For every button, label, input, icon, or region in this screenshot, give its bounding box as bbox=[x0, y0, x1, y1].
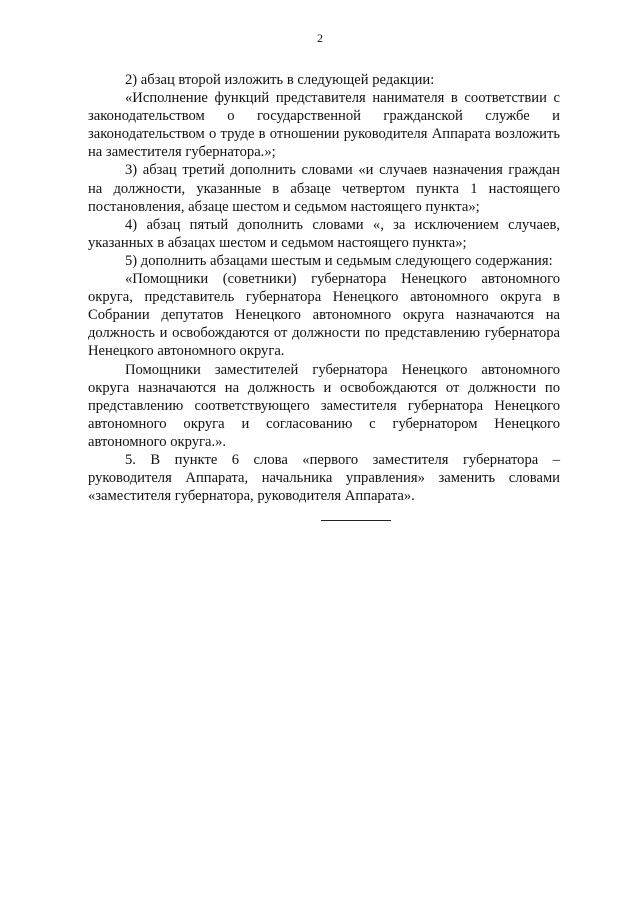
paragraph-ispolnenie-funkciy: «Исполнение функций представителя нанимателя в соответствии с законодательством о государственной гражданской службе и законодательством о труде в отношении руководителя Аппарата возложить на заместителя губернатора.»; bbox=[88, 90, 560, 161]
paragraph-dopolnit-abzacami: 5) дополнить абзацами шестым и седьмым следующего содержания: bbox=[125, 252, 553, 269]
paragraph-abzac-tretiy: 3) абзац третий дополнить словами «и случаев назначения граждан на должности, указанные в абзаце четвертом пункта 1 настоящего постановления, абзаце шестом и седьмом настоящего пункта»; bbox=[88, 162, 560, 215]
page-number: 2 bbox=[317, 31, 323, 45]
document-body bbox=[88, 71, 560, 505]
paragraph-pomoshchniki-sovetniki: «Помощники (советники) губернатора Ненецкого автономного округа, представитель губернатора Ненецкого автономного округа в Собрании депутатов Ненецкого автономного округа назначаются на должность и освобождаются от должности по представлению губернатора Ненецкого автономного округа. bbox=[88, 271, 560, 360]
paragraph-abzac-pyatyy: 4) абзац пятый дополнить словами «, за исключением случаев, указанных в абзацах шестом и седьмом настоящего пункта»; bbox=[88, 216, 560, 251]
end-of-document-line bbox=[321, 520, 391, 521]
paragraph-pomoshchniki-zamestiteley: Помощники заместителей губернатора Ненецкого автономного округа назначаются на должность и освобождаются от должности по представлению соответствующего заместителя губернатора Ненецкого автономного округа и согласованию с губернатором Ненецкого автономного округа.». bbox=[88, 361, 560, 450]
paragraph-abzac-vtoroy: 2) абзац второй изложить в следующей редакции: bbox=[125, 72, 435, 88]
paragraph-punkt-6: 5. В пункте 6 слова «первого заместителя губернатора – руководителя Аппарата, начальника управления» заменить словами «заместителя губернатора, руководителя Аппарата». bbox=[88, 451, 560, 505]
